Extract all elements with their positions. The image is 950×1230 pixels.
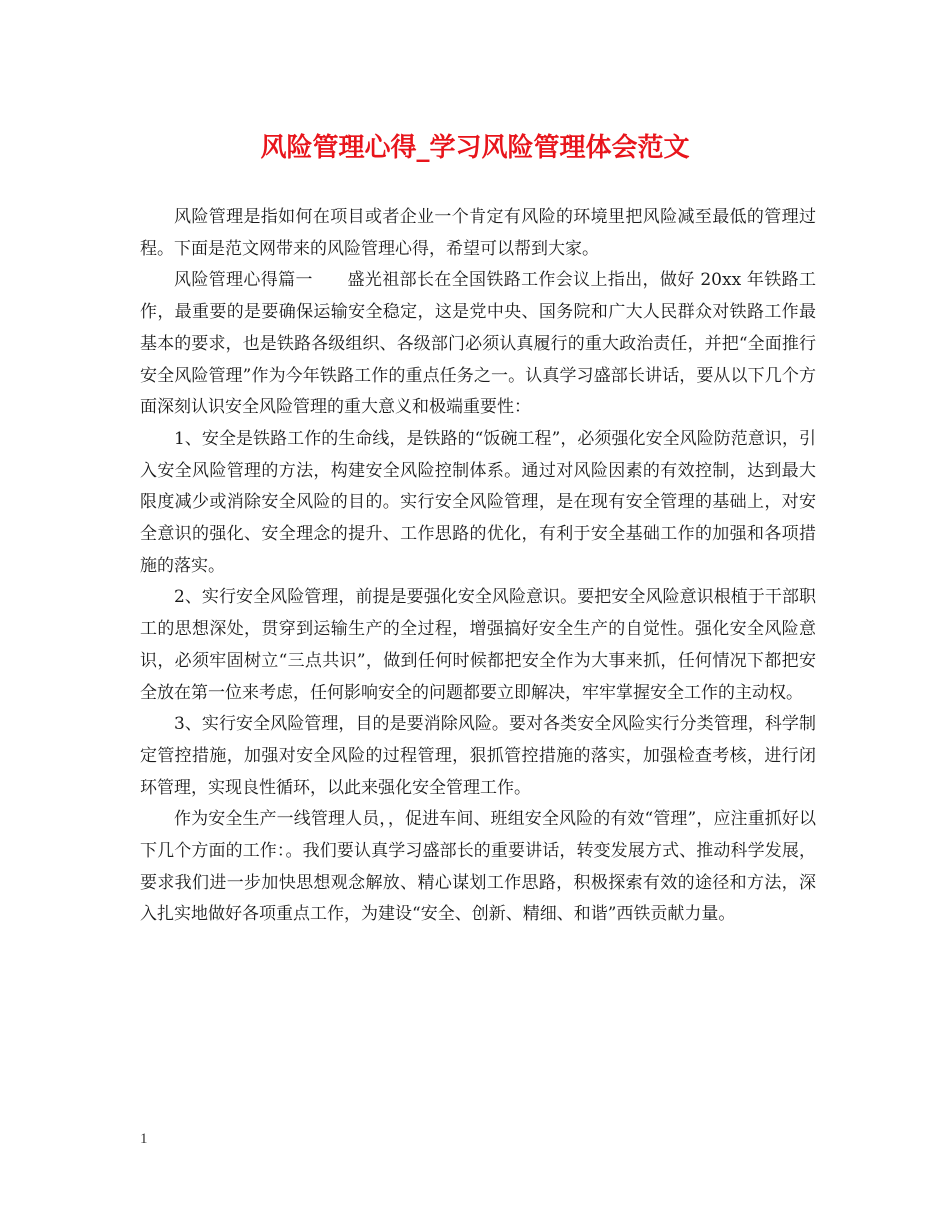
document-title: 风险管理心得_学习风险管理体会范文 — [260, 133, 690, 163]
paragraph-point-2: 2、实行安全风险管理，前提是要强化安全风险意识。要把安全风险意识根植于干部职工的思想深处，贯穿到运输生产的全过程，增强搞好安全生产的自觉性。强化安全风险意识，必须牢固树立“三点共识”，做到任何时候都把安全作为大事来抓，任何情况下都把安全放在第一位来考虑，任何影响安全的问题都要立即解决，牢牢掌握安全工作的主动权。 — [140, 587, 816, 703]
paragraph-point-1: 1、安全是铁路工作的生命线，是铁路的“饭碗工程”，必须强化安全风险防范意识，引入安全风险管理的方法，构建安全风险控制体系。通过对风险因素的有效控制，达到最大限度减少或消除安全风险的目的。实行安全风险管理，是在现有安全管理的基础上，对安全意识的强化、安全理念的提升、工作思路的优化，有利于安全基础工作的加强和各项措施的落实。 — [140, 428, 816, 576]
paragraph-conclusion: 作为安全生产一线管理人员，，促进车间、班组安全风险的有效“管理”，应注重抓好以下几个方面的工作：。我们要认真学习盛部长的重要讲话，转变发展方式、推动科学发展，要求我们进一步加快思想观念解放、精心谋划工作思路，积极探索有效的途径和方法，深入扎实地做好各项重点工作，为建设“安全、创新、精细、和谐”西铁贡献力量。 — [140, 809, 816, 925]
paragraph-point-3: 3、实行安全风险管理，目的是要消除风险。要对各类安全风险实行分类管理，科学制定管控措施，加强对安全风险的过程管理，狠抓管控措施的落实，加强检查考核，进行闭环管理，实现良性循环，以此来强化安全管理工作。 — [140, 714, 816, 798]
document-body — [140, 202, 816, 931]
paragraph-intro: 风险管理是指如何在项目或者企业一个肯定有风险的环境里把风险减至最低的管理过程。下面是范文网带来的风险管理心得，希望可以帮到大家。 — [140, 207, 816, 259]
page-number: 1 — [140, 1131, 148, 1147]
paragraph-section-one: 风险管理心得篇一 盛光祖部长在全国铁路工作会议上指出，做好 20xx 年铁路工作，最重要的是要确保运输安全稳定，这是党中央、国务院和广大人民群众对铁路工作最基本的要求，也是铁路各级组织、各级部门必须认真履行的重大政治责任，并把“全面推行安全风险管理”作为今年铁路工作的重点任务之一。认真学习盛部长讲话，要从以下几个方面深刻认识安全风险管理的重大意义和极端重要性： — [140, 270, 816, 418]
